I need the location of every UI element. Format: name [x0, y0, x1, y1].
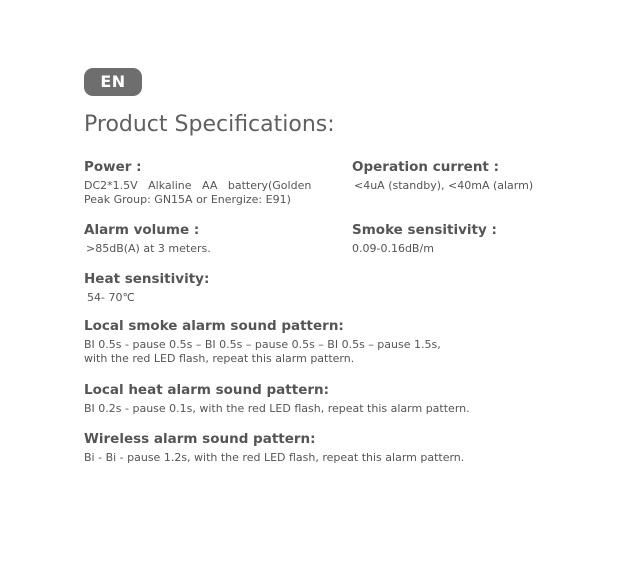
wireless-pattern-value: Bi - Bi - pause 1.2s, with the red LED flash, repeat this alarm pattern. [84, 451, 465, 464]
power-line-1: DC2*1.5V Alkaline AA battery(Golden [84, 179, 312, 192]
page-title: Product Specifications: [84, 112, 335, 137]
local-smoke-pattern-line-2: with the red LED flash, repeat this alarm pattern. [84, 351, 355, 365]
heat-sensitivity-section [84, 270, 209, 305]
smoke-sensitivity-heading: Smoke sensitivity : [352, 222, 497, 238]
smoke-sensitivity-section [352, 221, 497, 256]
heat-sensitivity-value: 54- 70℃ [87, 291, 135, 304]
local-smoke-pattern-section [84, 317, 441, 365]
power-section [84, 158, 334, 206]
operation-current-value: <4uA (standby), <40mA (alarm) [354, 179, 534, 192]
wireless-pattern-section [84, 430, 464, 465]
alarm-volume-heading: Alarm volume : [84, 222, 200, 238]
local-smoke-pattern-value [84, 338, 441, 365]
local-heat-pattern-value: BI 0.2s - pause 0.1s, with the red LED flash, repeat this alarm pattern. [84, 402, 470, 415]
alarm-volume-value: >85dB(A) at 3 meters. [86, 242, 211, 255]
power-line-2: Peak Group: GN15A or Energize: E91) [84, 192, 291, 206]
operation-current-heading: Operation current : [352, 159, 499, 175]
power-heading: Power : [84, 159, 142, 175]
alarm-volume-section [84, 221, 211, 256]
local-heat-pattern-section [84, 381, 470, 416]
local-smoke-pattern-heading: Local smoke alarm sound pattern: [84, 318, 344, 334]
wireless-pattern-heading: Wireless alarm sound pattern: [84, 431, 316, 447]
local-smoke-pattern-line-1: BI 0.5s - pause 0.5s – BI 0.5s – pause 0.5s – BI 0.5s – pause 1.5s, [84, 338, 441, 351]
smoke-sensitivity-value: 0.09-0.16dB/m [352, 242, 434, 255]
heat-sensitivity-heading: Heat sensitivity: [84, 271, 210, 287]
operation-current-section [352, 158, 533, 193]
local-heat-pattern-heading: Local heat alarm sound pattern: [84, 382, 330, 398]
language-badge: EN [84, 68, 142, 96]
power-value [84, 179, 334, 206]
